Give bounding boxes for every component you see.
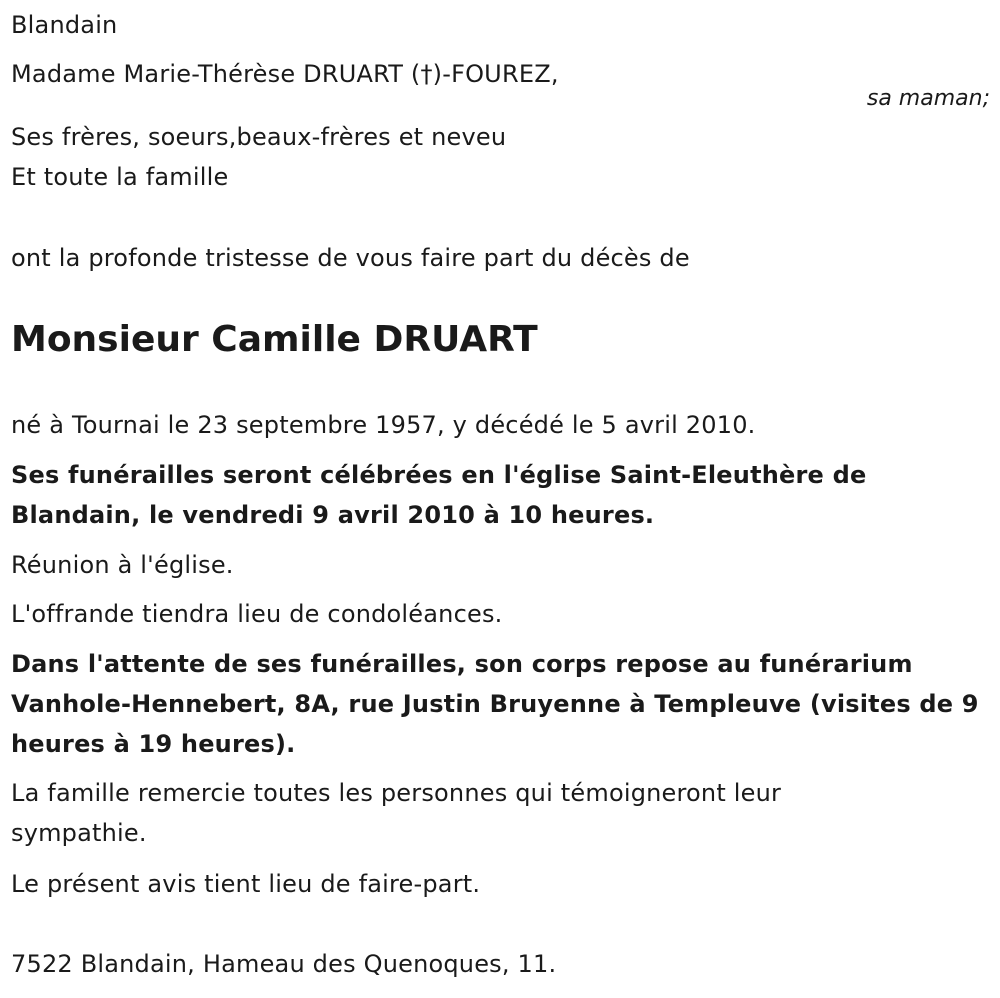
deceased-name: Monsieur Camille DRUART xyxy=(11,319,538,360)
siblings-line: Ses frères, soeurs,beaux-frères et neveu xyxy=(11,123,507,151)
place-heading: Blandain xyxy=(11,11,118,39)
funeral-line-1: Ses funérailles seront célébrées en l'église Saint-Eleuthère de xyxy=(11,461,867,489)
thanks-line-1: La famille remercie toutes les personnes qui témoigneront leur xyxy=(11,779,782,807)
mother-role: sa maman; xyxy=(866,86,990,111)
funerarium-line-2: Vanhole-Hennebert, 8A, rue Justin Bruyenne à Templeuve (visites de 9 xyxy=(11,690,979,718)
notice-line: Le présent avis tient lieu de faire-part. xyxy=(11,870,481,898)
reunion-line: Réunion à l'église. xyxy=(11,551,234,579)
funerarium-line-1: Dans l'attente de ses funérailles, son corps repose au funérarium xyxy=(11,650,913,678)
mother-name: Madame Marie-Thérèse DRUART (†)-FOUREZ, xyxy=(11,60,559,88)
funeral-line-2: Blandain, le vendredi 9 avril 2010 à 10 heures. xyxy=(11,501,655,529)
family-line: Et toute la famille xyxy=(11,163,229,191)
thanks-line-2: sympathie. xyxy=(11,819,147,847)
offering-line: L'offrande tiendra lieu de condoléances. xyxy=(11,600,503,628)
birth-death-line: né à Tournai le 23 septembre 1957, y décédé le 5 avril 2010. xyxy=(11,411,756,439)
funerarium-line-3: heures à 19 heures). xyxy=(11,730,296,758)
announcement-text: ont la profonde tristesse de vous faire part du décès de xyxy=(11,244,690,272)
address-line: 7522 Blandain, Hameau des Quenoques, 11. xyxy=(11,950,557,978)
